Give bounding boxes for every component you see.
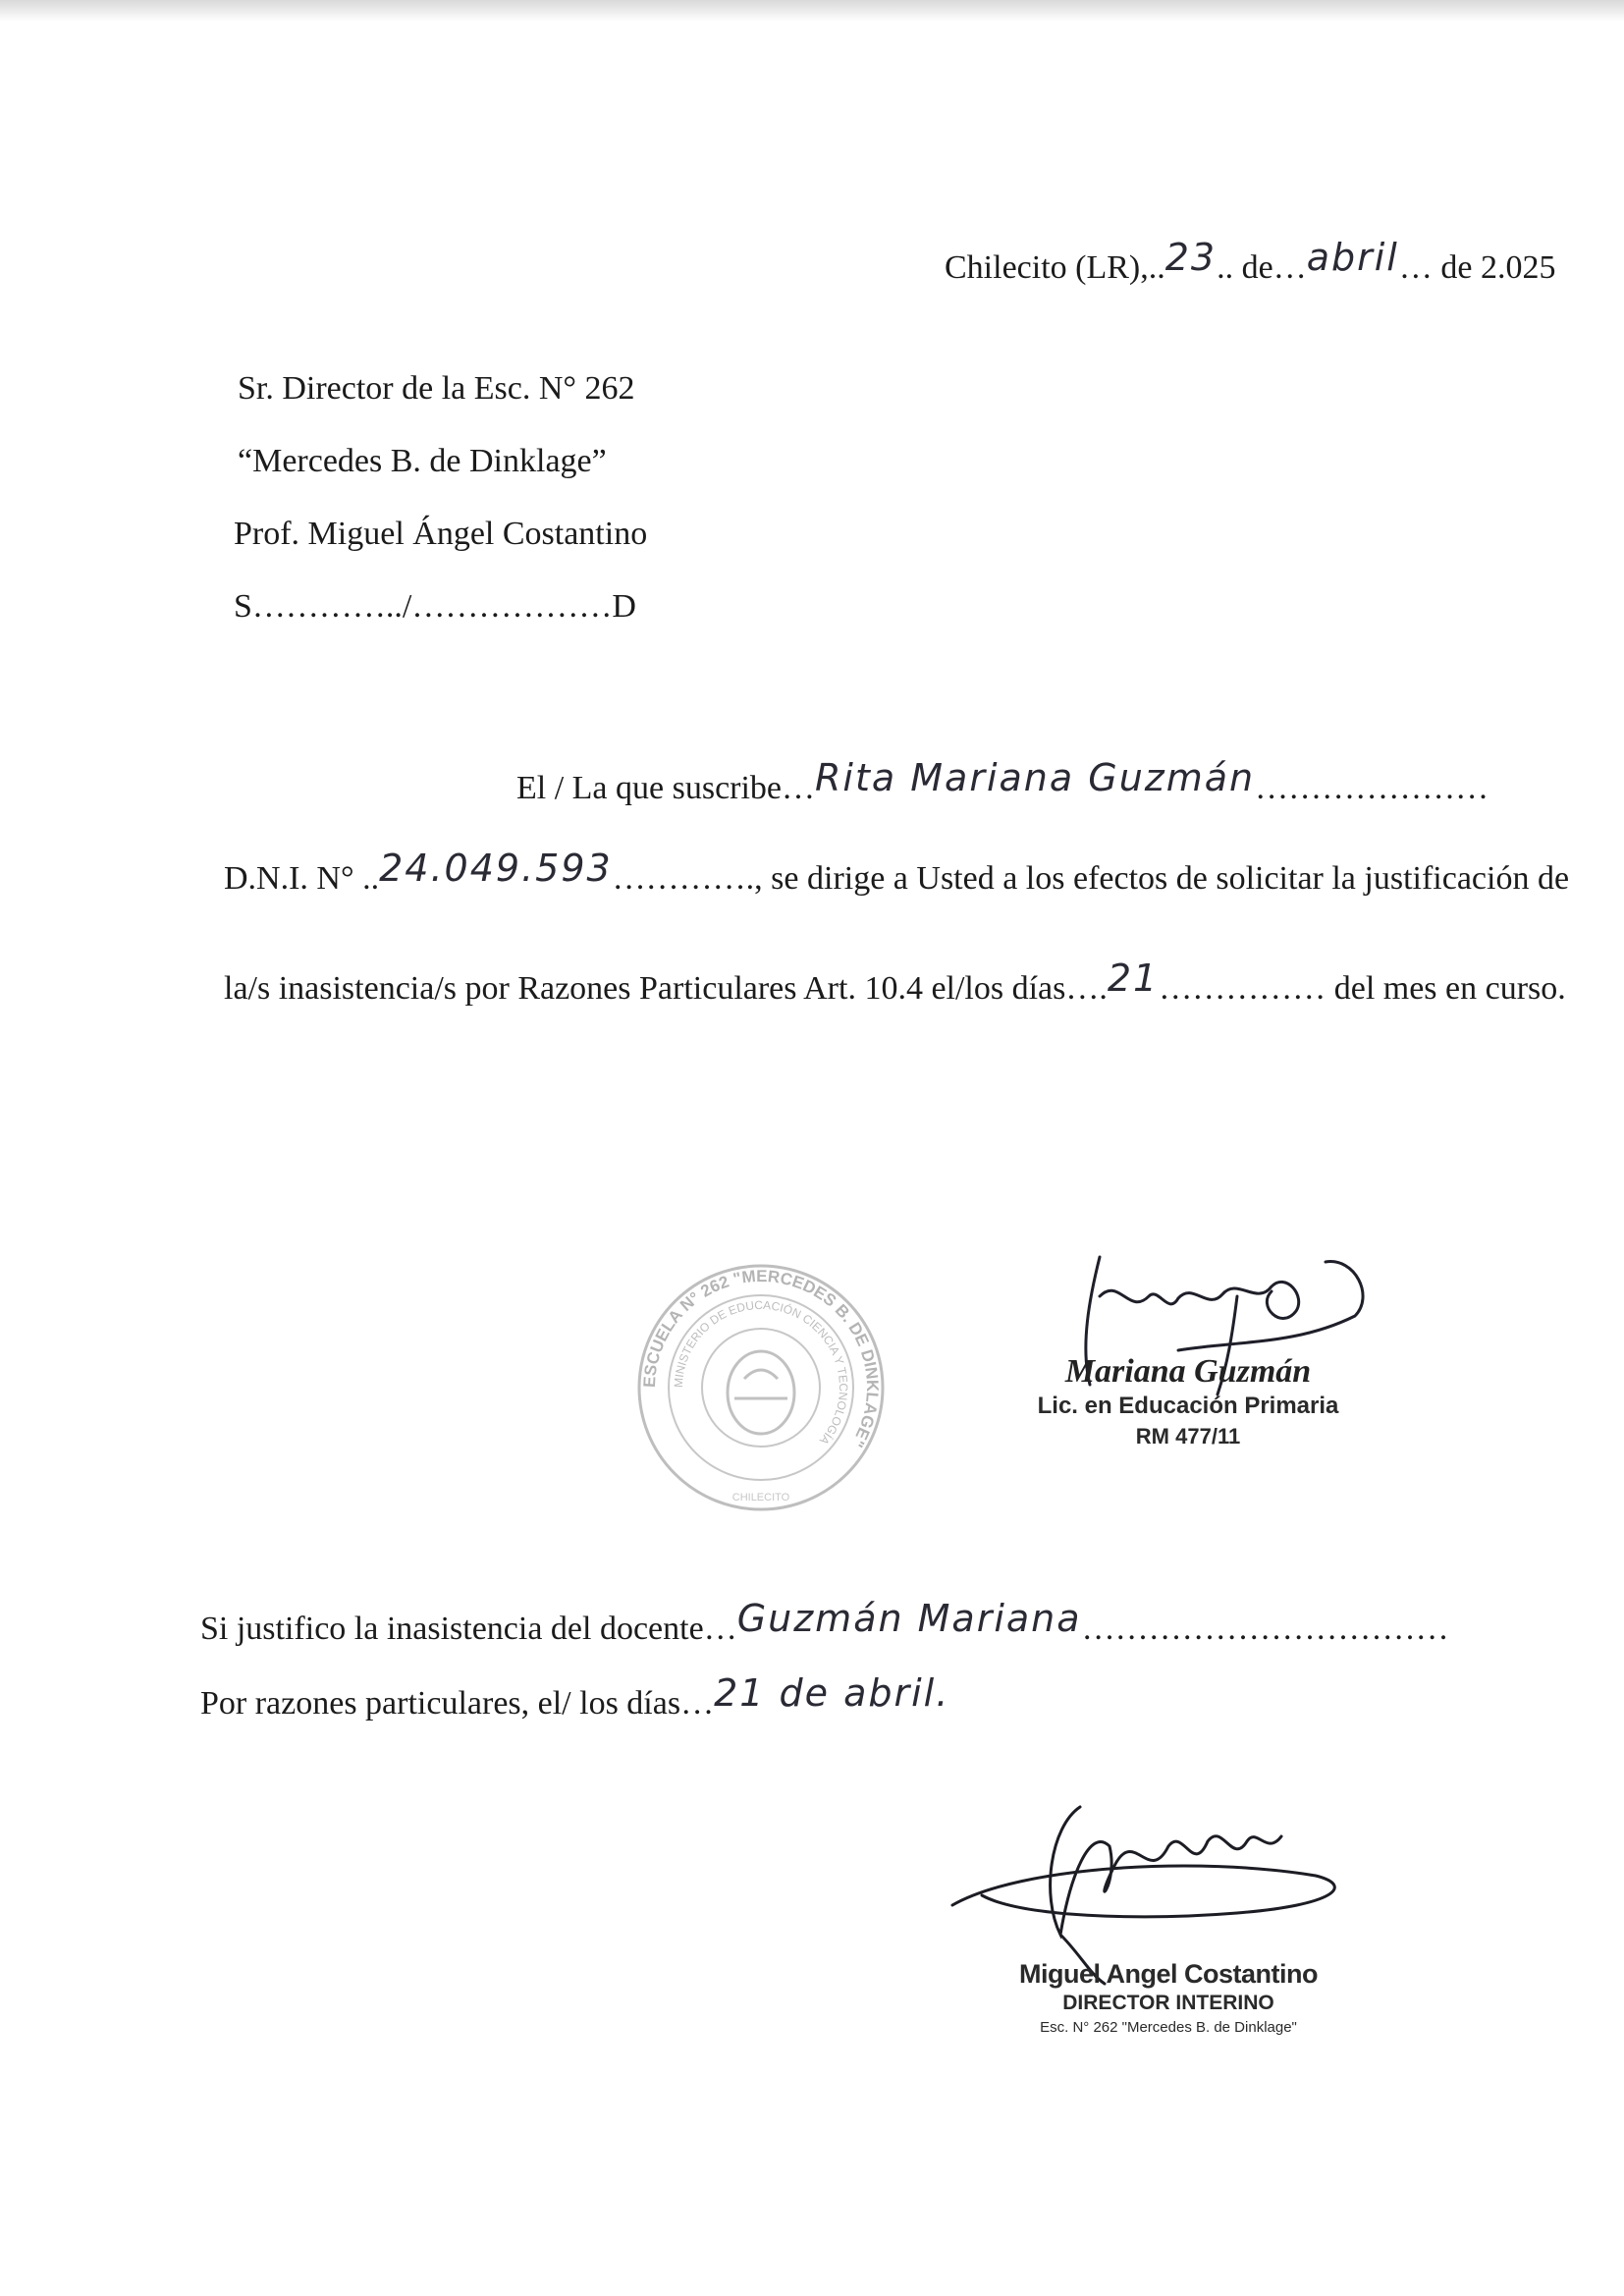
director-signature-block bbox=[1016, 1959, 1321, 2036]
approval-line-1-prefix: Si justifico la inasistencia del docente… bbox=[200, 1611, 737, 1647]
days-prefix: la/s inasistencia/s por Razones Particulares Art. 10.4 el/los días…. bbox=[224, 970, 1108, 1007]
recipient-line-2: “Mercedes B. de Dinklage” bbox=[238, 443, 607, 479]
dni-line bbox=[224, 847, 1570, 899]
days-suffix: del mes en curso. bbox=[1333, 970, 1566, 1007]
date-month: abril bbox=[1306, 236, 1399, 279]
recipient-line-1: Sr. Director de la Esc. N° 262 bbox=[238, 370, 635, 407]
stamp-outer-text: ESCUELA N° 262 "MERCEDES B. DE DINKLAGE" bbox=[639, 1266, 883, 1451]
date-de: .. de… bbox=[1217, 249, 1307, 286]
subscriber-prefix: El / La que suscribe… bbox=[516, 770, 816, 806]
teacher-registration: RM 477/11 bbox=[1135, 1424, 1241, 1449]
director-school: Esc. N° 262 "Mercedes B. de Dinklage" bbox=[1040, 2019, 1297, 2036]
recipient-line-3: Prof. Miguel Ángel Costantino bbox=[234, 516, 648, 552]
date-year: … de 2.025 bbox=[1398, 249, 1556, 286]
date-line bbox=[945, 236, 1556, 288]
scan-shadow bbox=[0, 0, 1624, 22]
subscriber-dots: ………………… bbox=[1255, 770, 1489, 806]
approval-line-1-dots: …………………………… bbox=[1081, 1611, 1449, 1647]
approval-teacher: Guzmán Mariana bbox=[736, 1597, 1082, 1640]
approval-line-2-prefix: Por razones particulares, el/ los días… bbox=[200, 1685, 715, 1722]
date-place: Chilecito (LR),.. bbox=[945, 249, 1165, 286]
director-title: DIRECTOR INTERINO bbox=[1062, 1992, 1274, 2014]
teacher-title: Lic. en Educación Primaria bbox=[1037, 1393, 1339, 1419]
stamp-inner-text: MINISTERIO DE EDUCACIÓN CIENCIA Y TECNOLOGÍA bbox=[671, 1297, 851, 1448]
approval-days: 21 de abril. bbox=[714, 1671, 950, 1715]
school-stamp bbox=[636, 1263, 886, 1512]
approval-line-2 bbox=[200, 1671, 950, 1723]
director-name: Miguel Angel Costantino bbox=[1019, 1959, 1318, 1989]
approval-line-1 bbox=[200, 1597, 1449, 1649]
teacher-name: Mariana Guzmán bbox=[1064, 1353, 1312, 1390]
subscriber-line bbox=[516, 756, 1489, 808]
date-day: 23 bbox=[1164, 236, 1218, 279]
recipient-line-4: S…………../………………D bbox=[234, 588, 636, 625]
dni-suffix: …………., se dirige a Usted a los efectos de solicitar la justificación de bbox=[612, 860, 1570, 897]
subscriber-name: Rita Mariana Guzmán bbox=[815, 756, 1256, 799]
dni-prefix: D.N.I. N° .. bbox=[224, 860, 380, 897]
days-value: 21 bbox=[1107, 957, 1160, 1000]
director-signature-scribble bbox=[943, 1787, 1394, 1984]
teacher-signature-block bbox=[1031, 1353, 1345, 1449]
dni-value: 24.049.593 bbox=[379, 847, 613, 890]
stamp-bottom-text: CHILECITO bbox=[731, 1492, 790, 1503]
days-dots: …………… bbox=[1159, 970, 1326, 1007]
days-line bbox=[224, 957, 1566, 1009]
